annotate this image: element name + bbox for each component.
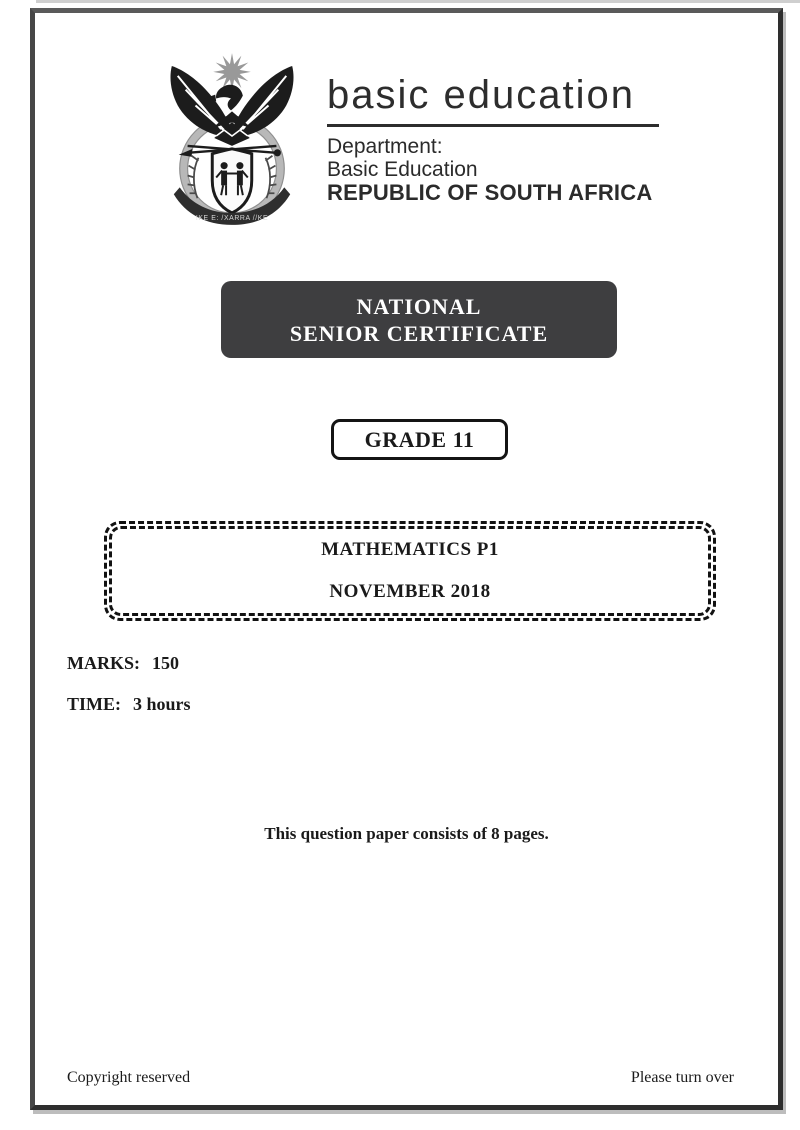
marks-line xyxy=(67,653,179,674)
exam-session: NOVEMBER 2018 xyxy=(329,581,491,602)
exam-title-box-inner xyxy=(109,526,711,616)
dept-line-3: REPUBLIC OF SOUTH AFRICA xyxy=(327,180,653,205)
time-line xyxy=(67,694,191,715)
certificate-banner xyxy=(221,281,617,358)
marks-label: MARKS: xyxy=(67,653,140,673)
grade-box xyxy=(331,419,508,460)
copyright-note: Copyright reserved xyxy=(67,1069,191,1086)
motto-text: !KE E: /XARRA //KE xyxy=(195,214,269,222)
exam-cover-page xyxy=(35,13,778,1105)
certificate-line-1: NATIONAL xyxy=(356,293,482,319)
page-count-note: This question paper consists of 8 pages. xyxy=(264,824,549,843)
page-border-frame xyxy=(30,8,783,1110)
coat-of-arms-graphic xyxy=(158,50,306,228)
time-label: TIME: xyxy=(67,694,121,714)
marks-value: 150 xyxy=(152,653,179,673)
exam-title-box xyxy=(104,521,716,621)
coat-of-arms xyxy=(158,50,306,228)
logo-wordmark: basic education xyxy=(327,73,635,117)
certificate-line-2: SENIOR CERTIFICATE xyxy=(289,320,549,346)
shield-icon xyxy=(212,149,251,213)
exam-subject: MATHEMATICS P1 xyxy=(321,539,499,560)
scan-artifact-top xyxy=(36,0,800,3)
dept-line-2: Basic Education xyxy=(327,158,478,181)
wordmark-underline xyxy=(327,124,659,127)
time-value: 3 hours xyxy=(133,694,191,714)
logo-text-block xyxy=(327,73,707,204)
dept-line-1: Department: xyxy=(327,135,443,158)
grade-label: GRADE 11 xyxy=(364,426,475,452)
turn-over-note: Please turn over xyxy=(630,1069,734,1086)
